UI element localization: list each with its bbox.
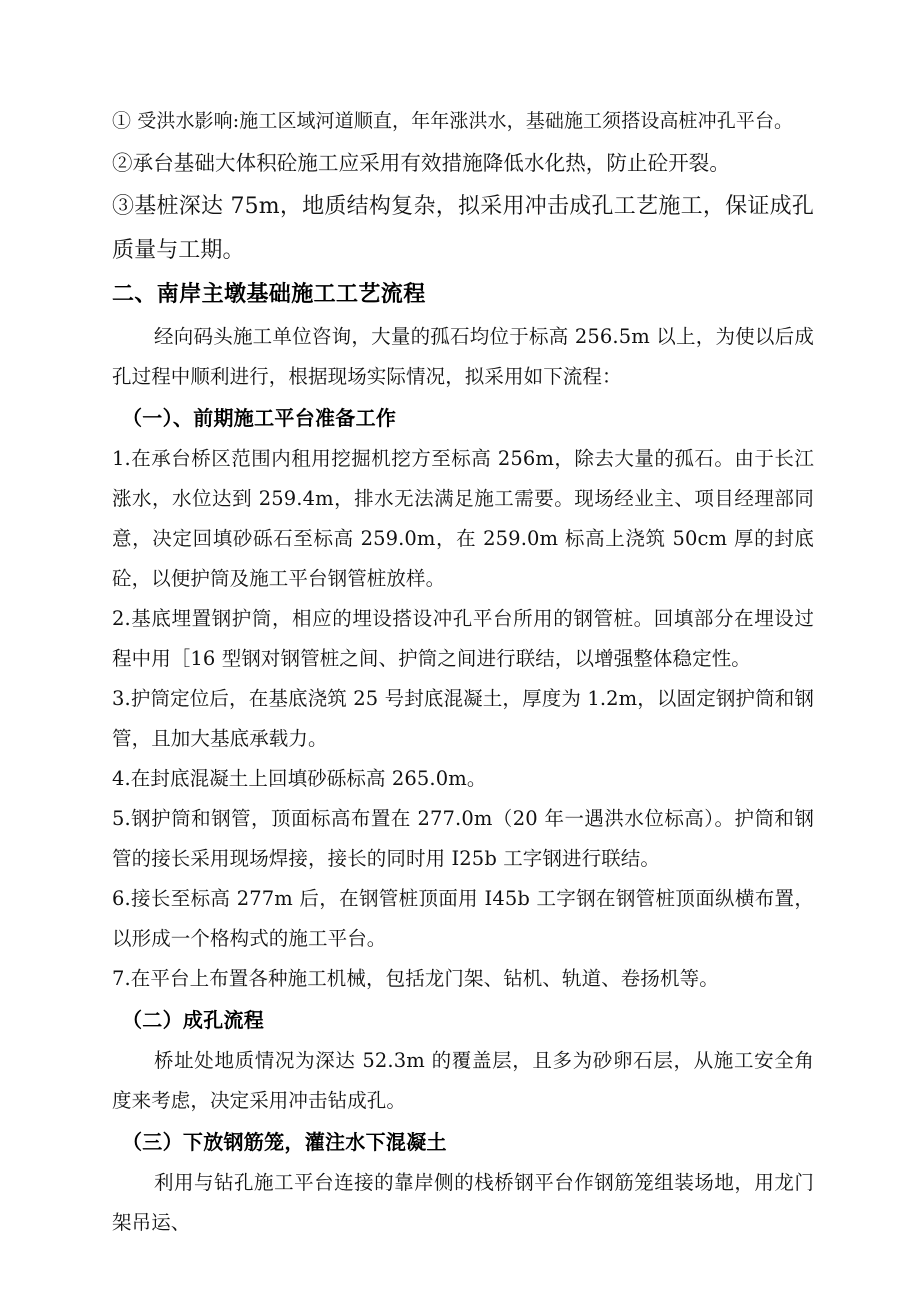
heading-subsection-three: （三）下放钢筋笼，灌注水下混凝土 <box>122 1130 447 1154</box>
heading-subsection-one: （一）、前期施工平台准备工作 <box>122 406 397 430</box>
list-item-circled-3: ③基桩深达 75m，地质结构复杂，拟采用冲击成孔工艺施工，保证成孔质量与工期。 <box>112 194 814 263</box>
paragraph-subsection-three: 利用与钻孔施工平台连接的靠岸侧的栈桥钢平台作钢筋笼组装场地，用龙门架吊运、 <box>112 1171 814 1234</box>
list-item-circled-1: ① 受洪水影响:施工区域河道顺直，年年涨洪水，基础施工须搭设高桩冲孔平台。 <box>112 110 794 132</box>
paragraph-subsection-two: 桥址处地质情况为深达 52.3m 的覆盖层，且多为砂卵石层，从施工安全角度来考虑，决定采用冲击钻成孔。 <box>112 1049 814 1112</box>
list-item-circled-2: ②承台基础大体积砼施工应采用有效措施降低水化热，防止砼开裂。 <box>112 151 730 175</box>
heading-subsection-two: （二）成孔流程 <box>122 1008 265 1032</box>
step-item-6: 6.接长至标高 277m 后，在钢管桩顶面用 I45b 工字钢在钢管桩顶面纵横布置，以形成一个格构式的施工平台。 <box>112 887 814 950</box>
step-item-4: 4.在封底混凝土上回填砂砾标高 265.0m。 <box>112 767 487 790</box>
heading-section-two: 二、南岸主墩基础施工工艺流程 <box>112 282 426 307</box>
step-item-5: 5.钢护筒和钢管，顶面标高布置在 277.0m（20 年一遇洪水位标高）。护筒和钢管的接长采用现场焊接，接长的同时用 I25b 工字钢进行联结。 <box>112 807 814 870</box>
step-item-3: 3.护筒定位后，在基底浇筑 25 号封底混凝土，厚度为 1.2m，以固定钢护筒和钢管，且加大基底承载力。 <box>112 687 814 750</box>
step-item-7: 7.在平台上布置各种施工机械，包括龙门架、钻机、轨道、卷扬机等。 <box>112 967 719 990</box>
paragraph-intro: 经向码头施工单位咨询，大量的孤石均位于标高 256.5m 以上，为使以后成孔过程中顺利进行，根据现场实际情况，拟采用如下流程： <box>112 325 814 388</box>
step-item-1: 1.在承台桥区范围内租用挖掘机挖方至标高 256m，除去大量的孤石。由于长江涨水，水位达到 259.4m，排水无法满足施工需要。现场经业主、项目经理部同意，决定回填砂砾石至标高 259.0m，在 259.0m 标高上浇筑 50cm 厚的封底砼，以便护筒及施工平台钢管桩放样。 <box>112 447 814 590</box>
document-body <box>112 100 814 1243</box>
step-item-2: 2.基底埋置钢护筒，相应的埋设搭设冲孔平台所用的钢管桩。回填部分在埋设过程中用［16 型钢对钢管桩之间、护筒之间进行联结，以增强整体稳定性。 <box>112 607 814 670</box>
